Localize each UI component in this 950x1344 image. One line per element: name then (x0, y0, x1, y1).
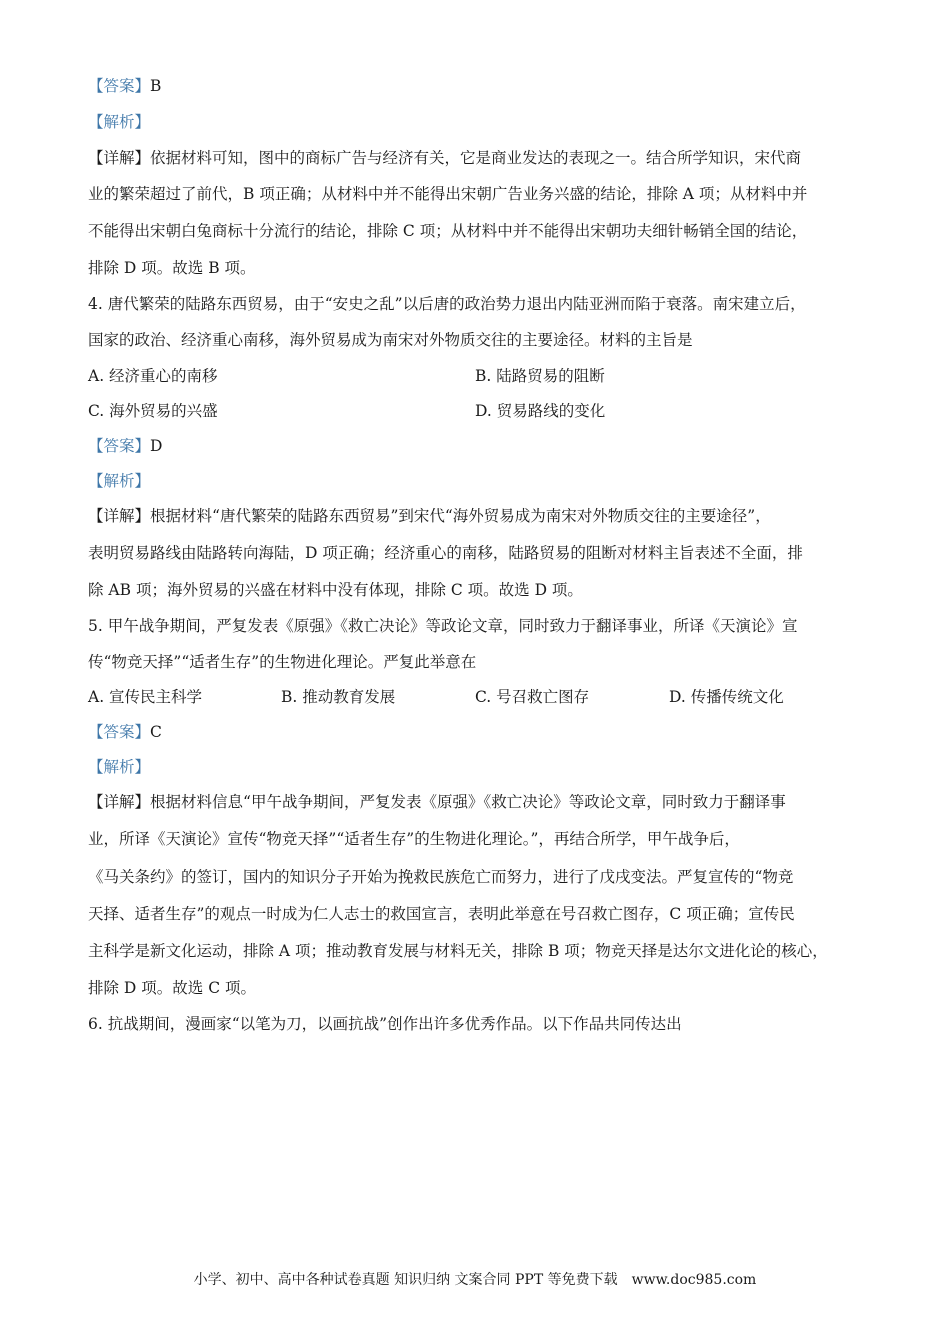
q6-stem-line: 6. 抗战期间，漫画家“以笔为刀，以画抗战”创作出许多优秀作品。以下作品共同传达出 (88, 1015, 682, 1033)
q4-option-d: D. 贸易路线的变化 (475, 402, 606, 420)
q5-option-a: A. 宣传民主科学 (88, 688, 203, 706)
q4-answer: D (150, 437, 163, 455)
q5-detail-line: 排除 D 项。故选 C 项。 (88, 979, 256, 997)
q5-option-b: B. 推动教育发展 (281, 688, 396, 706)
q3-detail-line: 业的繁荣超过了前代，B 项正确；从材料中并不能得出宋朝广告业务兴盛的结论，排除 A 项；从材料中并 (88, 185, 808, 203)
q5-detail-line: 天择、适者生存”的观点一时成为仁人志士的救国宣言，表明此举意在号召救亡图存，C 项正确；宣传民 (88, 905, 795, 923)
answer-tag: 【答案】 (88, 723, 151, 741)
footer-url: www.doc985.com (631, 1272, 757, 1288)
q3-answer: B (150, 77, 162, 95)
detail-tag: 【详解】 (88, 793, 151, 811)
analysis-tag: 【解析】 (88, 472, 151, 490)
q5-detail-line: 主科学是新文化运动，排除 A 项；推动教育发展与材料无关，排除 B 项；物竞天择是达尔文进化论的核心， (88, 942, 828, 960)
q4-stem-line: 国家的政治、经济重心南移，海外贸易成为南宋对外物质交往的主要途径。材料的主旨是 (88, 331, 693, 349)
q4-detail-line: 【详解】根据材料“唐代繁荣的陆路东西贸易”到宋代“海外贸易成为南宋对外物质交往的主要途径”， (88, 507, 771, 525)
q4-option-c: C. 海外贸易的兴盛 (88, 402, 218, 420)
page-footer (0, 1269, 950, 1289)
q4-stem-line: 4. 唐代繁荣的陆路东西贸易，由于“安史之乱”以后唐的政治势力退出内陆亚洲而陷于衰落。南宋建立后， (88, 295, 806, 313)
q5-option-d: D. 传播传统文化 (669, 688, 784, 706)
q5-detail-line: 业，所译《天演论》宣传“物竞天择”“适者生存”的生物进化理论。”，再结合所学，甲午战争后， (88, 830, 740, 848)
q5-stem-line: 5. 甲午战争期间，严复发表《原强》《救亡决论》等政论文章，同时致力于翻译事业，所译《天演论》宣 (88, 617, 798, 635)
analysis-tag: 【解析】 (88, 758, 151, 776)
footer-text: 小学、初中、高中各种试卷真题 知识归纳 文案合同 PPT 等免费下载 (193, 1272, 618, 1288)
q5-answer-line (88, 722, 162, 742)
q5-answer: C (150, 723, 162, 741)
answer-tag: 【答案】 (88, 77, 151, 95)
q5-detail-line: 《马关条约》的签订，国内的知识分子开始为挽救民族危亡而努力，进行了戊戌变法。严复宣传的“物竞 (88, 868, 794, 886)
q3-detail-line: 不能得出宋朝白兔商标十分流行的结论，排除 C 项；从材料中并不能得出宋朝功夫细针畅销全国的结论， (88, 222, 808, 240)
q3-detail-line: 排除 D 项。故选 B 项。 (88, 259, 256, 277)
q4-option-b: B. 陆路贸易的阻断 (475, 367, 605, 385)
q3-answer-line (88, 76, 161, 96)
q4-answer-line (88, 436, 162, 456)
detail-tag: 【详解】 (88, 149, 151, 167)
q5-stem-line: 传“物竞天择”“适者生存”的生物进化理论。严复此举意在 (88, 653, 477, 671)
detail-tag: 【详解】 (88, 507, 151, 525)
q4-detail-line: 除 AB 项；海外贸易的兴盛在材料中没有体现，排除 C 项。故选 D 项。 (88, 581, 583, 599)
analysis-tag: 【解析】 (88, 113, 151, 131)
q3-detail-line: 【详解】依据材料可知，图中的商标广告与经济有关，它是商业发达的表现之一。结合所学知识，宋代商 (88, 149, 802, 167)
q5-option-c: C. 号召救亡图存 (475, 688, 590, 706)
q4-option-a: A. 经济重心的南移 (88, 367, 218, 385)
q5-detail-line: 【详解】根据材料信息“甲午战争期间，严复发表《原强》《救亡决论》等政论文章，同时致力于翻译事 (88, 793, 786, 811)
q4-detail-line: 表明贸易路线由陆路转向海陆，D 项正确；经济重心的南移，陆路贸易的阻断对材料主旨表述不全面，排 (88, 544, 803, 562)
answer-tag: 【答案】 (88, 437, 151, 455)
